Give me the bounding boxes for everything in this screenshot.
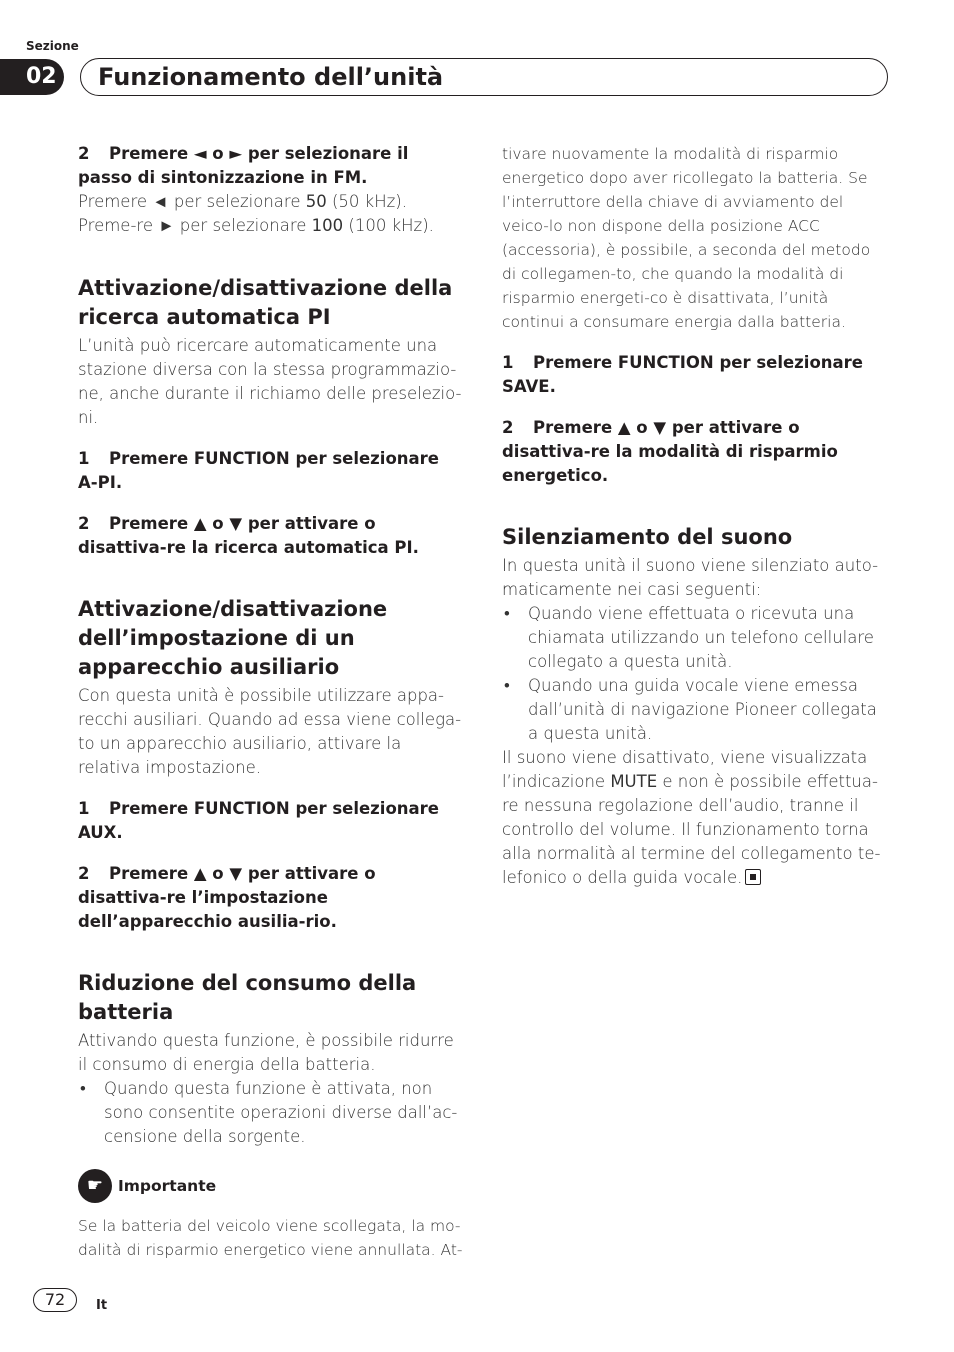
right-column bbox=[502, 142, 888, 890]
hand-pointer-icon: ☛ bbox=[78, 1169, 112, 1203]
heading-aux: Attivazione/disattivazione dell’impostazione di un apparecchio ausiliario bbox=[78, 597, 388, 679]
save-step-1: 1 Premere FUNCTION per selezionare SAVE. bbox=[502, 353, 863, 396]
save-step-2: 2 Premere ▲ o ▼ per attivare o disattiva-re la modalità di risparmio energetico. bbox=[502, 418, 838, 485]
end-of-section-icon bbox=[745, 869, 761, 885]
important-label: Importante bbox=[118, 1177, 217, 1195]
api-body: L’unità può ricercare automaticamente una stazione diversa con la stessa programmazio-ne, anche durante il richiamo delle preselezio-ni. bbox=[78, 336, 462, 427]
aux-step-1: 1 Premere FUNCTION per selezionare AUX. bbox=[78, 799, 439, 842]
list-item: • Quando una guida vocale viene emessa dall’unità di navigazione Pioneer collegata a questa unità. bbox=[502, 674, 888, 746]
battery-body: Attivando questa funzione, è possibile ridurre il consumo di energia della batteria. bbox=[78, 1031, 454, 1074]
heading-mute: Silenziamento del suono bbox=[502, 525, 793, 549]
mute-body: Il suono viene disattivato, viene visualizzata l’indicazione MUTE e non è possibile effettua-re nessuna regolazione dell’audio, tranne il controllo del volume. Il funzionamento torna alla normalità al termine del collegamento te-lefonico o della guida vocale. bbox=[502, 748, 881, 887]
battery-bullets bbox=[78, 1077, 464, 1149]
aux-step-2: 2 Premere ▲ o ▼ per attivare o disattiva-re l’impostazione dell’apparecchio ausilia-rio. bbox=[78, 864, 376, 931]
api-step-2: 2 Premere ▲ o ▼ per attivare o disattiva-re la ricerca automatica PI. bbox=[78, 514, 419, 557]
important-header bbox=[78, 1169, 464, 1203]
tuning-step-body: Premere ◄ per selezionare 50 (50 kHz). Preme-re ► per selezionare 100 (100 kHz). bbox=[78, 192, 434, 235]
page-number: 72 bbox=[33, 1288, 77, 1312]
api-step-1: 1 Premere FUNCTION per selezionare A-PI. bbox=[78, 449, 439, 492]
page-title: Funzionamento dell’unità bbox=[98, 63, 444, 91]
important-continued: tivare nuovamente la modalità di risparmio energetico dopo aver ricollegato la batteria. Se l’interruttore della chiave di avviamento del veico-lo non dispone della posizione ACC (accessoria), è possibile, a seconda del metodo di collegamen-to, che quando la modalità di risparmio energeti-co è disattivata, l’unità continui a consumare energia dalla batteria. bbox=[502, 145, 871, 331]
aux-body: Con questa unità è possibile utilizzare appa-recchi ausiliari. Quando ad essa viene collega-to un apparecchio ausiliario, attivare la relativa impostazione. bbox=[78, 686, 462, 777]
left-column bbox=[78, 142, 464, 1262]
list-item: • Quando viene effettuata o ricevuta una chiamata utilizzando un telefono cellulare collegato a questa unità. bbox=[502, 602, 888, 674]
mute-intro: In questa unità il suono viene silenziato auto-maticamente nei casi seguenti: bbox=[502, 556, 879, 599]
heading-battery: Riduzione del consumo della batteria bbox=[78, 971, 417, 1024]
section-label: Sezione bbox=[26, 39, 79, 53]
section-number-badge: 02 bbox=[0, 59, 64, 95]
list-item: • Quando questa funzione è attivata, non sono consentite operazioni diverse dall’ac-censione della sorgente. bbox=[78, 1077, 464, 1149]
mute-bullets bbox=[502, 602, 888, 746]
heading-api: Attivazione/disattivazione della ricerca automatica PI bbox=[78, 276, 453, 329]
step-tuning-step: 2 Premere ◄ o ► per selezionare il passo di sintonizzazione in FM. bbox=[78, 144, 409, 187]
language-code: It bbox=[96, 1298, 108, 1313]
important-text: Se la batteria del veicolo viene scollegata, la mo-dalità di risparmio energetico viene annullata. At- bbox=[78, 1217, 463, 1259]
